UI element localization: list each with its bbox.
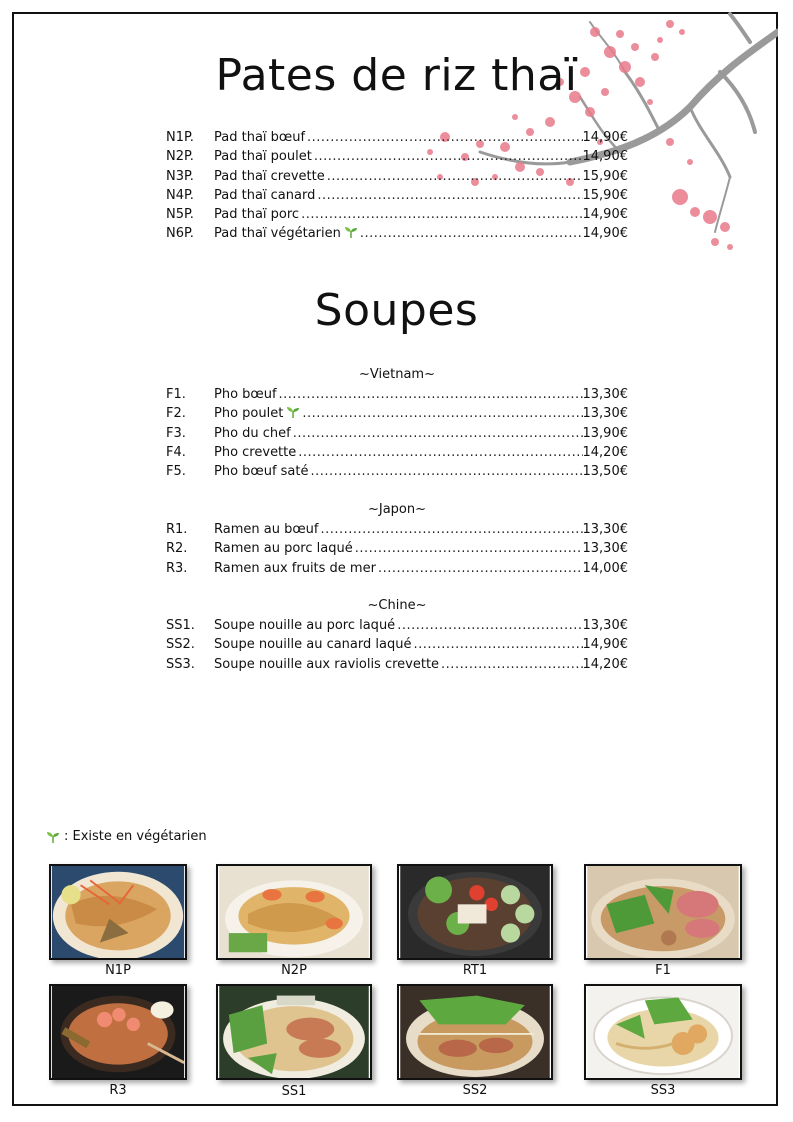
leader-dots xyxy=(307,128,582,147)
item-price: 13,30€ xyxy=(582,406,628,422)
item-name xyxy=(214,635,413,654)
photo-ss2 xyxy=(397,984,553,1080)
photo-f1 xyxy=(584,864,742,960)
leader-dots xyxy=(441,655,582,674)
item-code: F3. xyxy=(166,425,186,441)
section-label-japon: ~Japon~ xyxy=(367,502,427,517)
item-name xyxy=(214,404,302,423)
leader-dots xyxy=(311,462,583,481)
menu-item xyxy=(166,186,628,205)
item-name-text: Soupe nouille au canard laqué xyxy=(214,637,412,653)
item-price: 14,90€ xyxy=(582,149,628,165)
vegetarian-legend xyxy=(46,829,207,844)
item-price: 13,30€ xyxy=(582,387,628,402)
leader-dots xyxy=(317,186,582,205)
item-name-text: Pad thaï végétarien xyxy=(214,226,341,242)
item-code: N6P. xyxy=(166,226,194,242)
item-name xyxy=(214,385,279,404)
item-name-text: Pad thaï crevette xyxy=(214,168,325,184)
item-code: F5. xyxy=(166,464,186,480)
item-price: 14,20€ xyxy=(582,444,628,460)
item-name xyxy=(214,462,311,481)
leader-dots xyxy=(327,167,583,186)
item-name-text: Pho bœuf xyxy=(214,387,277,402)
menu-item xyxy=(166,635,628,654)
item-name-text: Pad thaï porc xyxy=(214,207,300,223)
section-label-chine: ~Chine~ xyxy=(367,598,427,613)
pork-noodle-soup-photo xyxy=(218,986,370,1078)
item-code: R3. xyxy=(166,560,188,576)
legend-text: : Existe en végétarien xyxy=(64,829,207,844)
item-name-text: Pho crevette xyxy=(214,444,297,460)
leader-dots xyxy=(314,147,583,166)
item-name-text: Ramen aux fruits de mer xyxy=(214,560,376,576)
item-price: 13,50€ xyxy=(582,464,628,480)
leader-dots xyxy=(298,443,582,462)
item-name-text: Pad thaï bœuf xyxy=(214,130,306,145)
item-price: 15,90€ xyxy=(582,168,628,184)
item-code: SS2. xyxy=(166,637,195,653)
item-code: N4P. xyxy=(166,187,194,203)
item-price: 13,90€ xyxy=(582,425,628,441)
menu-item xyxy=(166,224,628,243)
vietnam-section xyxy=(166,365,628,481)
wonton-soup-photo xyxy=(586,986,740,1078)
soupes-title: Soupes xyxy=(314,285,479,336)
item-name xyxy=(214,186,317,205)
menu-item xyxy=(166,616,628,635)
item-code: N3P. xyxy=(166,168,194,184)
duck-noodle-soup-photo xyxy=(399,986,551,1078)
item-code: R2. xyxy=(166,541,188,557)
pho-photo xyxy=(586,866,740,958)
menu-item xyxy=(166,559,628,578)
menu-item xyxy=(166,462,628,481)
item-price: 14,90€ xyxy=(582,207,628,223)
item-code: F2. xyxy=(166,406,186,422)
caption-n2p: N2P xyxy=(281,963,307,978)
item-name xyxy=(214,559,378,578)
photo-n1p xyxy=(49,864,187,960)
item-price: 14,90€ xyxy=(582,637,628,653)
item-code: SS1. xyxy=(166,618,195,633)
item-name-text: Pho du chef xyxy=(214,425,291,441)
photo-ss1 xyxy=(216,984,372,1080)
item-price: 14,90€ xyxy=(582,226,628,242)
menu-item xyxy=(166,205,628,224)
item-code: F4. xyxy=(166,444,186,460)
item-code: N2P. xyxy=(166,149,194,165)
leader-dots xyxy=(301,205,582,224)
menu-item xyxy=(166,655,628,674)
menu-item xyxy=(166,128,628,147)
photo-rt1 xyxy=(397,864,553,960)
item-name xyxy=(214,443,298,462)
leader-dots xyxy=(397,616,582,635)
leader-dots xyxy=(279,385,583,404)
item-name-text: Ramen au porc laqué xyxy=(214,541,353,557)
item-price: 13,30€ xyxy=(582,618,628,633)
caption-r3: R3 xyxy=(109,1083,127,1098)
sprout-icon xyxy=(286,406,300,418)
leader-dots xyxy=(378,559,583,578)
ramen-photo xyxy=(51,986,185,1078)
rice-bowl-photo xyxy=(399,866,551,958)
menu-item xyxy=(166,385,628,404)
section-label-vietnam: ~Vietnam~ xyxy=(359,367,435,382)
item-name xyxy=(214,424,293,443)
item-name xyxy=(214,520,320,539)
pad-thai-photo xyxy=(51,866,185,958)
photo-ss3 xyxy=(584,984,742,1080)
leader-dots xyxy=(360,224,583,243)
item-name-text: Ramen au bœuf xyxy=(214,522,319,537)
item-price: 14,90€ xyxy=(582,130,628,145)
caption-n1p: N1P xyxy=(105,963,131,978)
leader-dots xyxy=(355,539,583,558)
item-name-text: Pho bœuf saté xyxy=(214,464,309,480)
item-name xyxy=(214,655,441,674)
item-name-text: Pad thaï poulet xyxy=(214,149,312,165)
sprout-icon xyxy=(344,226,358,238)
caption-ss1: SS1 xyxy=(281,1084,307,1099)
item-code: R1. xyxy=(166,522,188,537)
item-name-text: Soupe nouille au porc laqué xyxy=(214,618,396,633)
leader-dots xyxy=(320,520,582,539)
item-name xyxy=(214,224,360,243)
item-price: 13,30€ xyxy=(582,522,628,537)
item-code: N1P. xyxy=(166,130,194,145)
menu-item xyxy=(166,443,628,462)
item-name-text: Pho poulet xyxy=(214,406,284,422)
item-name xyxy=(214,616,397,635)
item-price: 14,20€ xyxy=(582,656,628,672)
sprout-icon xyxy=(46,831,60,843)
item-code: SS3. xyxy=(166,656,195,672)
item-name xyxy=(214,539,355,558)
japon-section xyxy=(166,500,628,578)
caption-rt1: RT1 xyxy=(462,963,488,978)
photo-r3 xyxy=(49,984,187,1080)
item-price: 13,30€ xyxy=(582,541,628,557)
caption-f1: F1 xyxy=(655,963,671,978)
item-name-text: Soupe nouille aux raviolis crevette xyxy=(214,656,440,672)
menu-item xyxy=(166,520,628,539)
item-name xyxy=(214,167,327,186)
menu-item xyxy=(166,167,628,186)
chine-section xyxy=(166,596,628,674)
menu-item xyxy=(166,424,628,443)
item-name xyxy=(214,128,307,147)
item-code: N5P. xyxy=(166,207,194,223)
menu-item xyxy=(166,539,628,558)
photo-n2p xyxy=(216,864,372,960)
pates-title: Pates de riz thaï xyxy=(215,50,578,101)
item-code: F1. xyxy=(166,387,186,402)
item-price: 15,90€ xyxy=(582,187,628,203)
pates-menu xyxy=(166,128,628,244)
item-name xyxy=(214,147,314,166)
item-name-text: Pad thaï canard xyxy=(214,187,316,203)
item-price: 14,00€ xyxy=(582,560,628,576)
caption-ss3: SS3 xyxy=(650,1083,676,1098)
menu-item xyxy=(166,404,628,423)
menu-item xyxy=(166,147,628,166)
item-name xyxy=(214,205,301,224)
leader-dots xyxy=(413,635,582,654)
caption-ss2: SS2 xyxy=(462,1083,488,1098)
pad-thai-shrimp-photo xyxy=(218,866,370,958)
leader-dots xyxy=(302,404,582,423)
leader-dots xyxy=(293,424,583,443)
